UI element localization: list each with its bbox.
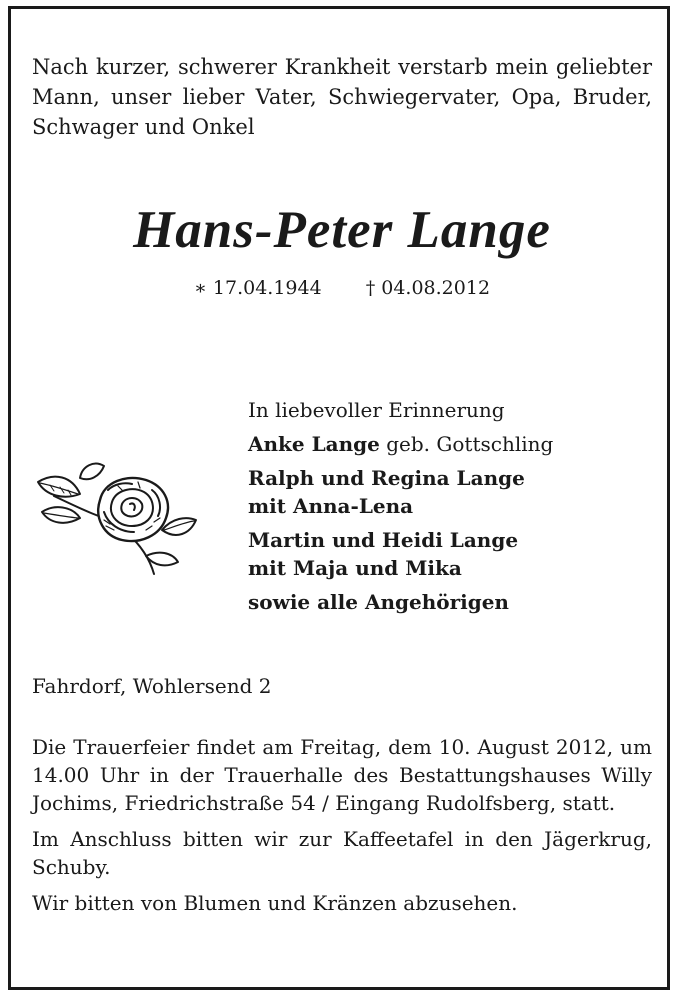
rose-icon xyxy=(34,460,198,578)
mourner-others-text: sowie alle Angehörigen xyxy=(248,590,509,614)
mourner-ralph-children xyxy=(248,492,648,520)
funeral-details: Die Trauerfeier findet am Freitag, dem 10. August 2012, um 14.00 Uhr in der Trauerhalle des Bestattungshauses Willy Jochims, Friedrichstraße 54 / Eingang Rudolfsberg, statt. xyxy=(32,735,652,815)
mourner-martin-children xyxy=(248,554,648,582)
reception-details: Im Anschluss bitten wir zur Kaffeetafel in den Jägerkrug, Schuby. xyxy=(32,827,652,879)
birth-date: ∗ 17.04.1944 xyxy=(193,277,322,299)
mourner-ralph xyxy=(248,464,648,492)
mourners-list xyxy=(248,396,648,616)
mourner-anke xyxy=(248,430,648,458)
mourner-ralph-line2: mit Anna-Lena xyxy=(248,494,414,518)
death-date: † 04.08.2012 xyxy=(365,277,491,299)
mourner-martin-line2: mit Maja und Mika xyxy=(248,556,462,580)
mourner-anke-name: Anke Lange xyxy=(248,432,380,456)
mourner-martin-line1: Martin und Heidi Lange xyxy=(248,528,519,552)
remembrance-heading: In liebevoller Erinnerung xyxy=(248,398,505,422)
address: Fahrdorf, Wohlersend 2 xyxy=(32,674,272,698)
mourner-ralph-line1: Ralph und Regina Lange xyxy=(248,466,525,490)
mourner-others xyxy=(248,588,648,616)
flowers-request: Wir bitten von Blumen und Kränzen abzusehen. xyxy=(32,891,518,915)
mourner-martin xyxy=(248,526,648,554)
intro-text: Nach kurzer, schwerer Krankheit verstarb mein geliebter Mann, unser lieber Vater, Schwiegervater, Opa, Bruder, Schwager und Onkel xyxy=(32,55,652,139)
mourner-anke-suffix: geb. Gottschling xyxy=(379,432,554,456)
life-dates xyxy=(0,275,684,301)
deceased-name: Hans-Peter Lange xyxy=(133,201,551,259)
funeral-notice xyxy=(32,733,652,925)
